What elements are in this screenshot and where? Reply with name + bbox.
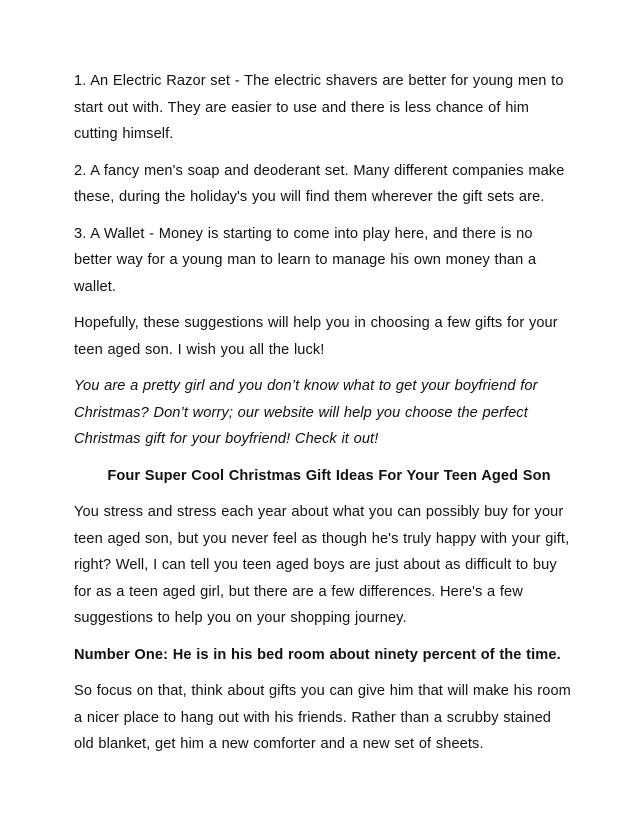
article-heading: Four Super Cool Christmas Gift Ideas For Your Teen Aged Son <box>107 467 551 484</box>
gift-item-electric-razor: 1. An Electric Razor set - The electric shavers are better for young men to start out with. They are easier to use and there is less chance of him cutting himself. <box>74 73 564 142</box>
promo-paragraph: You are a pretty girl and you don’t know what to get your boyfriend for Christmas? Don’t worry; our website will help you choose the perfect Christmas gift for your boyfriend! Check it out! <box>74 378 538 447</box>
section-heading-number-one: Number One: He is in his bed room about ninety percent of the time. <box>74 646 561 663</box>
gift-item-soap-deoderant: 2. A fancy men's soap and deoderant set. Many different companies make these, during the holiday's you will find them wherever the gift sets are. <box>74 162 565 205</box>
closing-paragraph: Hopefully, these suggestions will help you in choosing a few gifts for your teen aged son. I wish you all the luck! <box>74 315 558 358</box>
gift-item-wallet: 3. A Wallet - Money is starting to come into play here, and there is no better way for a young man to learn to manage his own money than a wallet. <box>74 225 537 295</box>
body-paragraph: So focus on that, think about gifts you can give him that will make his room a nicer place to hang out with his friends. Rather than a scrubby stained old blanket, get him a new comforter and a new set of sheets. <box>74 683 571 752</box>
intro-paragraph: You stress and stress each year about what you can possibly buy for your teen aged son, but you never feel as though he's truly happy with your gift, right? Well, I can tell you teen aged boys are just about as difficult to buy for as a teen aged girl, but there are a few differences. Here's a few suggestions to help you on your shopping journey. <box>74 504 570 626</box>
document-body <box>74 68 574 768</box>
